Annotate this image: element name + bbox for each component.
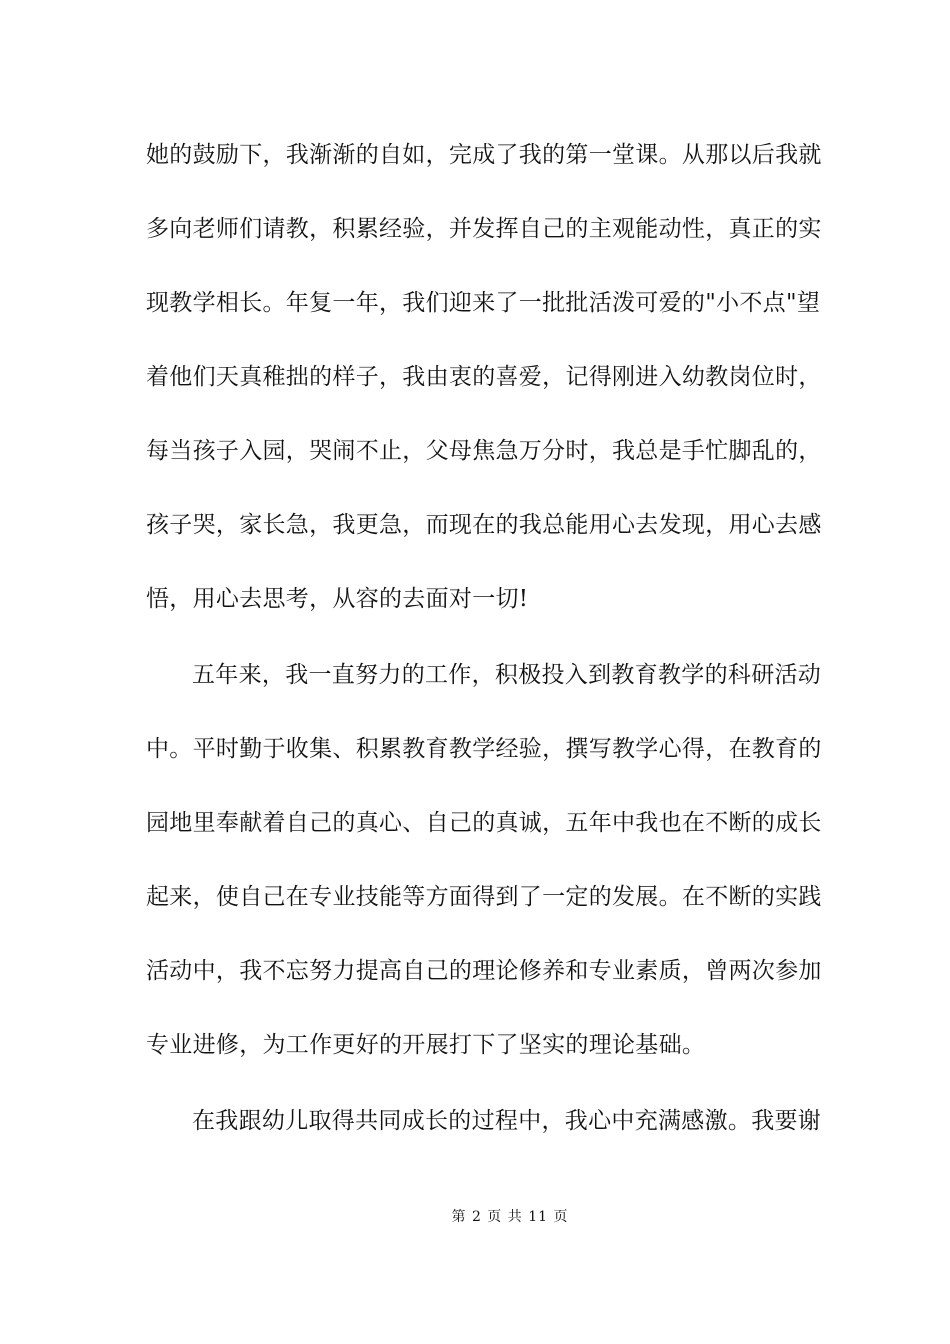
paragraph-2-line-3: 园地里奉献着自己的真心、自己的真诚，五年中我也在不断的成长 — [146, 810, 822, 836]
paragraph-2-line-4: 起来，使自己在专业技能等方面得到了一定的发展。在不断的实践 — [146, 884, 822, 910]
text-line-7: 悟，用心去思考，从容的去面对一切! — [146, 586, 529, 612]
page-number-footer: 第 2 页 共 11 页 — [451, 1209, 569, 1225]
paragraph-2-line-2: 中。平时勤于收集、积累教育教学经验，撰写教学心得，在教育的 — [146, 736, 822, 762]
text-line-4: 着他们天真稚拙的样子，我由衷的喜爱，记得刚进入幼教岗位时， — [146, 364, 822, 390]
paragraph-2-line-5: 活动中，我不忘努力提高自己的理论修养和专业素质，曾两次参加 — [146, 958, 822, 984]
text-line-3: 现教学相长。年复一年，我们迎来了一批批活泼可爱的"小不点"望 — [146, 290, 821, 316]
paragraph-3-line-1: 在我跟幼儿取得共同成长的过程中，我心中充满感激。我要谢 — [192, 1108, 822, 1134]
text-line-2: 多向老师们请教，积累经验，并发挥自己的主观能动性，真正的实 — [146, 216, 822, 242]
paragraph-2-line-6: 专业进修，为工作更好的开展打下了坚实的理论基础。 — [146, 1032, 706, 1058]
paragraph-2-line-1: 五年来，我一直努力的工作，积极投入到教育教学的科研活动 — [192, 662, 822, 688]
text-line-6: 孩子哭，家长急，我更急，而现在的我总能用心去发现，用心去感 — [146, 512, 822, 538]
text-line-1: 她的鼓励下，我渐渐的自如，完成了我的第一堂课。从那以后我就 — [146, 142, 822, 168]
text-line-5: 每当孩子入园，哭闹不止，父母焦急万分时，我总是手忙脚乱的， — [146, 438, 822, 464]
